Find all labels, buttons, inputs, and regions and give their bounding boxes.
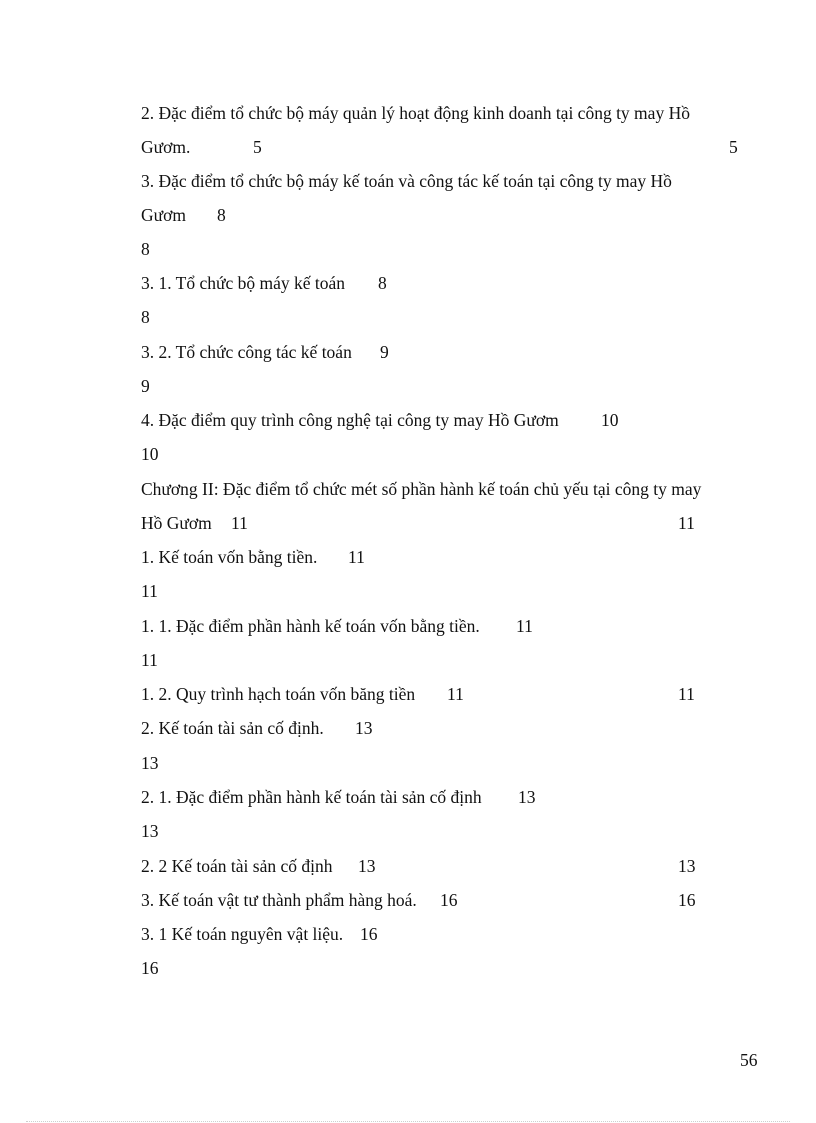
toc-entry-page: 9 [380, 342, 389, 362]
toc-entry-text: 1. 1. Đặc điểm phần hành kế toán vốn bằng tiền. [141, 616, 480, 636]
toc-line [0, 746, 816, 780]
toc-line [0, 711, 816, 745]
toc-entry-page: 8 [217, 205, 226, 225]
toc-entry-text: Chương II: Đặc điểm tổ chức mét số phần hành kế toán chủ yếu tại công ty may [141, 479, 702, 499]
page-number: 56 [740, 1050, 758, 1070]
toc-line [0, 540, 816, 574]
toc-line [0, 335, 816, 369]
toc-entry-text: 13 [141, 821, 159, 841]
toc-entry-text: 9 [141, 376, 150, 396]
toc-entry-text: 2. Đặc điểm tổ chức bộ máy quản lý hoạt động kinh doanh tại công ty may Hồ [141, 103, 690, 123]
toc-line [0, 780, 816, 814]
toc-entry-text: 16 [141, 958, 159, 978]
toc-line [0, 849, 816, 883]
toc-line [0, 883, 816, 917]
toc-line [0, 369, 816, 403]
toc-entry-text: 3. 1. Tổ chức bộ máy kế toán [141, 273, 346, 293]
toc-entry-text: 8 [141, 239, 150, 259]
toc-entry-page: 11 [516, 616, 533, 636]
toc-line [0, 198, 816, 232]
toc-line [0, 506, 816, 540]
toc-entry-page: 8 [378, 273, 387, 293]
toc-entry-page-right: 5 [729, 137, 738, 157]
toc-line [0, 643, 816, 677]
toc-entry-page: 13 [358, 856, 376, 876]
toc-entry-page: 13 [355, 718, 373, 738]
toc-line [0, 403, 816, 437]
toc-line [0, 472, 816, 506]
toc-entry-page: 10 [601, 410, 619, 430]
toc-entry-page-right: 16 [678, 890, 696, 910]
toc-entry-text: 4. Đặc điểm quy trình công nghệ tại công ty may Hồ Gươm [141, 410, 559, 430]
toc-entry-text: 3. 2. Tổ chức công tác kế toán [141, 342, 352, 362]
toc-line [0, 266, 816, 300]
toc-line [0, 96, 816, 130]
toc-entry-text: 2. Kế toán tài sản cố định. [141, 718, 324, 738]
toc-entry-text: 10 [141, 444, 159, 464]
toc-entry-text: Gươm. [141, 137, 191, 157]
toc-entry-text: 2. 2 Kế toán tài sản cố định [141, 856, 333, 876]
toc-entry-text: 2. 1. Đặc điểm phần hành kế toán tài sản cố định [141, 787, 482, 807]
toc-entry-text: 3. Kế toán vật tư thành phẩm hàng hoá. [141, 890, 417, 910]
toc-entry-page-right: 11 [678, 684, 695, 704]
toc-entry-page: 16 [360, 924, 378, 944]
toc-entry-text: 3. 1 Kế toán nguyên vật liệu. [141, 924, 344, 944]
toc-entry-page: 5 [253, 137, 262, 157]
toc-entry-page: 13 [518, 787, 536, 807]
toc-entry-text: 1. 2. Quy trình hạch toán vốn băng tiền [141, 684, 416, 704]
toc-line [0, 574, 816, 608]
toc-line [0, 164, 816, 198]
toc-line [0, 814, 816, 848]
toc-line [0, 130, 816, 164]
toc-entry-page: 11 [231, 513, 248, 533]
toc-entry-text: 8 [141, 307, 150, 327]
page-bottom-divider [26, 1121, 790, 1122]
toc-entry-page: 11 [447, 684, 464, 704]
toc-entry-page-right: 11 [678, 513, 695, 533]
toc-entry-page: 11 [348, 547, 365, 567]
toc-entry-text: 11 [141, 581, 158, 601]
toc-line [0, 951, 816, 985]
toc-line [0, 609, 816, 643]
toc-line [0, 677, 816, 711]
toc-line [0, 232, 816, 266]
toc-entry-text: 11 [141, 650, 158, 670]
toc-entry-text: Hồ Gươm [141, 513, 212, 533]
toc-entry-page-right: 13 [678, 856, 696, 876]
toc-line [0, 300, 816, 334]
toc-entry-text: 13 [141, 753, 159, 773]
toc-entry-text: Gươm [141, 205, 186, 225]
toc-entry-page: 16 [440, 890, 458, 910]
toc-entry-text: 3. Đặc điểm tổ chức bộ máy kế toán và công tác kế toán tại công ty may Hồ [141, 171, 672, 191]
toc-line [0, 917, 816, 951]
toc-line [0, 437, 816, 471]
toc-entry-text: 1. Kế toán vốn bằng tiền. [141, 547, 318, 567]
